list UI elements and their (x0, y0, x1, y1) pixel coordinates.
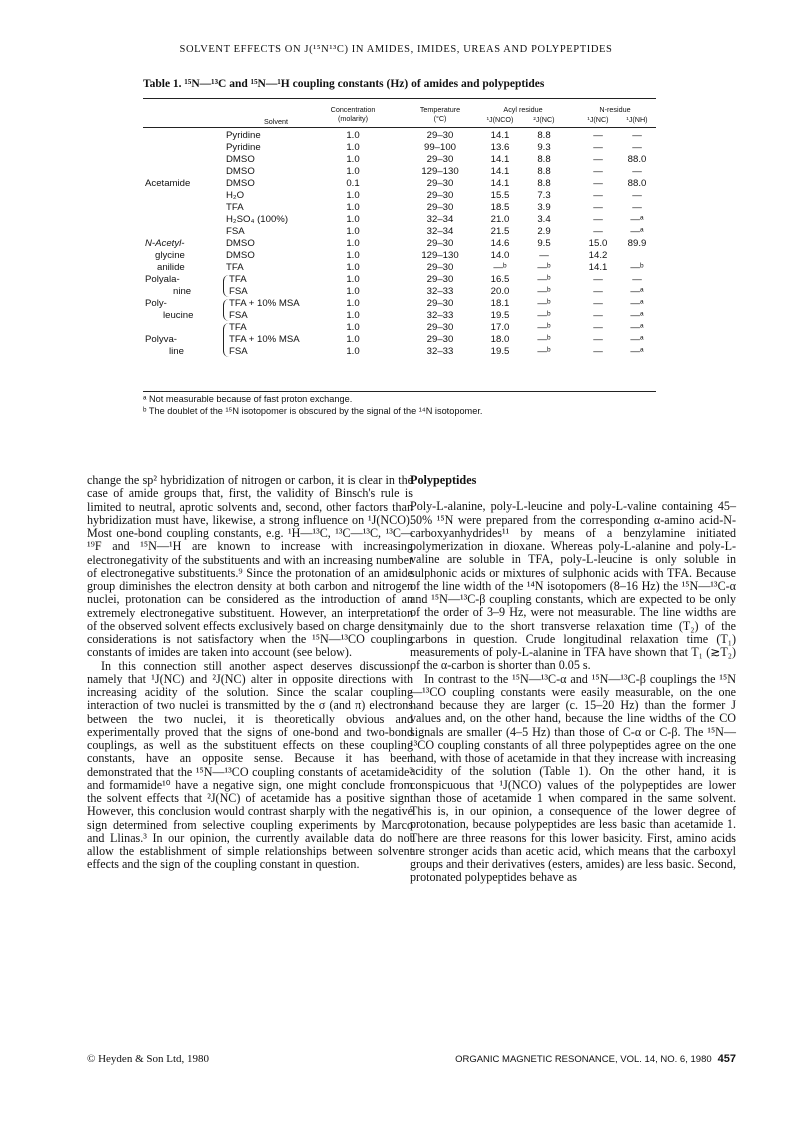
j1-nc-cell: — (593, 274, 603, 285)
j1-nc-cell: — (593, 130, 603, 141)
solvent-cell: DMSO (226, 178, 255, 189)
j2-nc-cell: —ᵇ (537, 322, 551, 333)
j1-nco-cell: 16.5 (490, 274, 510, 285)
j2-nc-cell: —ᵇ (537, 274, 551, 285)
table-row (143, 238, 656, 250)
solvent-cell: TFA (229, 274, 247, 285)
j1-nc-cell: — (593, 226, 603, 237)
compound-cell: glycine (155, 250, 185, 261)
temperature-cell: 29–30 (426, 190, 454, 201)
compound-cell: line (169, 346, 184, 357)
j1-nco-cell: 20.0 (490, 286, 510, 297)
header-solvent: Solvent (264, 117, 288, 126)
journal-footer (455, 1053, 736, 1065)
j1-nco-cell: —ᵇ (493, 262, 507, 273)
table-row (143, 322, 656, 334)
table-row (143, 202, 656, 214)
concentration-cell: 1.0 (346, 142, 360, 153)
j2-nc-cell: —ᵇ (537, 310, 551, 321)
concentration-cell: 1.0 (346, 214, 360, 225)
j1-nh-cell: —ᵃ (630, 286, 644, 297)
temperature-cell: 129–130 (421, 250, 459, 261)
j2-nc-cell: 2.9 (537, 226, 551, 237)
solvent-cell: FSA (229, 286, 248, 297)
brace-polyleucine (223, 299, 230, 321)
brace-polyalanine (223, 275, 230, 297)
concentration-cell: 1.0 (346, 250, 360, 261)
j2-nc-cell: —ᵇ (537, 298, 551, 309)
concentration-cell: 1.0 (346, 202, 360, 213)
j1-nco-cell: 18.1 (490, 298, 510, 309)
j1-nh-cell: — (632, 274, 642, 285)
j2-nc-cell: 8.8 (537, 154, 551, 165)
j1-nh-cell: —ᵃ (630, 214, 644, 225)
footnote-a: ᵃ Not measurable because of fast proton exchange. (143, 394, 353, 404)
j1-nco-cell: 18.5 (490, 202, 510, 213)
solvent-cell: FSA (226, 226, 245, 237)
j2-nc-cell: 9.3 (537, 142, 551, 153)
j1-nc-cell: — (593, 298, 603, 309)
j1-nc-cell: 14.2 (588, 250, 608, 261)
table-row (143, 310, 656, 322)
j1-nco-cell: 14.1 (490, 166, 510, 177)
table-row (143, 250, 656, 262)
j1-nh-cell: — (632, 142, 642, 153)
header-acyl-residue: Acyl residue (503, 105, 543, 114)
temperature-cell: 32–33 (426, 346, 454, 357)
j1-nco-cell: 14.6 (490, 238, 510, 249)
compound-cell: Acetamide (145, 178, 191, 189)
temperature-cell: 29–30 (426, 274, 454, 285)
compound-cell: anilide (157, 262, 185, 273)
j1-nc-cell: — (593, 214, 603, 225)
j1-nco-cell: 14.1 (490, 154, 510, 165)
solvent-cell: TFA (226, 262, 244, 273)
solvent-cell: H₂O (226, 190, 245, 201)
j1-nc-cell: — (593, 334, 603, 345)
concentration-cell: 1.0 (346, 274, 360, 285)
page-number: 457 (717, 1053, 736, 1065)
j1-nco-cell: 17.0 (490, 322, 510, 333)
concentration-cell: 1.0 (346, 166, 360, 177)
right-paragraph-2: In contrast to the ¹⁵N—¹³C-α and ¹⁵N—¹³C-β couplings the ¹⁵N—¹³CO coupling constants were easily measurable, on the one hand because they are larger (c. 15–20 Hz) than the former J values and, on the other hand, because the line widths of the CO signals are smaller (4–5 Hz) than those of C-α or C-β. The ¹⁵N—¹³CO coupling constants of all three polypeptides agree on the one hand, with those of acetamide in that they increase with increasing acidity of the solution (Table 1). On the other hand, it is conspicuous that ¹J(NCO) values of the polypeptides are lower than those of acetamide 1 when compared in the same solvent. This is, in our opinion, a consequence of the lower degree of protonation, because polypeptides are less basic than acetamide 1. There are three reasons for this lower basicity. First, amino acids are stronger acids than acetic acid, which means that the carboxyl groups and their derivatives (esters, amides) are less basic. Second, protonated polypeptides behave as (410, 671, 736, 885)
solvent-cell: FSA (229, 310, 248, 321)
table-row (143, 226, 656, 238)
table-row (143, 178, 656, 190)
header-concentration-unit: (molarity) (338, 114, 368, 123)
left-paragraph-2: In this connection still another aspect deserves discussion, namely that ¹J(NC) and ²J(NC) alter in opposite directions with increasing acidity of the solution. Since the scalar coupling interaction of two nuclei is transmitted by the σ (and π) electrons between the two nuclei, it is theoretically obvious and experimentally proved that the signs of one-bond and two-bond couplings, as well as the substituent effects on these coupling constants, have an opposite sense. Because it has been demonstrated that the ¹⁵N—¹³CO coupling constants of acetamide³ and formamide¹⁰ have a negative sign, one might conclude from the solvent effects that ²J(NC) of acetamide has a positive sign. However, this conclusion would contrast sharply with the negative sign determined from selective coupling experiments by Marco and Llinas.³ In our opinion, the currently available data do not allow the establishment of simple relationships between solvent effects and the sign of the coupling constant in question. (87, 658, 413, 872)
solvent-cell: TFA + 10% MSA (229, 334, 300, 345)
solvent-cell: FSA (229, 346, 248, 357)
j1-nc-cell: — (593, 178, 603, 189)
left-column (87, 474, 413, 872)
j1-nco-cell: 13.6 (490, 142, 510, 153)
header-n-residue: N-residue (599, 105, 631, 114)
table-row (143, 262, 656, 274)
j1-nc-cell: — (593, 310, 603, 321)
table-row (143, 334, 656, 346)
concentration-cell: 1.0 (346, 130, 360, 141)
temperature-cell: 129–130 (421, 166, 459, 177)
concentration-cell: 1.0 (346, 334, 360, 345)
j1-nh-cell: —ᵃ (630, 334, 644, 345)
solvent-cell: TFA (226, 202, 244, 213)
header-j2-nc: ²J(NC) (533, 115, 555, 124)
table-row (143, 154, 656, 166)
j1-nh-cell: 88.0 (627, 154, 647, 165)
j2-nc-cell: 7.3 (537, 190, 551, 201)
temperature-cell: 29–30 (426, 202, 454, 213)
temperature-cell: 29–30 (426, 298, 454, 309)
j1-nh-cell: —ᵃ (630, 298, 644, 309)
concentration-cell: 0.1 (346, 178, 360, 189)
j2-nc-cell: 8.8 (537, 166, 551, 177)
solvent-cell: DMSO (226, 166, 255, 177)
j1-nh-cell: — (632, 166, 642, 177)
j2-nc-cell: —ᵇ (537, 346, 551, 357)
solvent-cell: DMSO (226, 238, 255, 249)
temperature-cell: 29–30 (426, 178, 454, 189)
header-j1-nco: ¹J(NCO) (486, 115, 514, 124)
footnote-b: ᵇ The doublet of the ¹⁵N isotopomer is obscured by the signal of the ¹⁴N isotopomer. (143, 406, 483, 416)
concentration-cell: 1.0 (346, 298, 360, 309)
j2-nc-cell: 8.8 (537, 178, 551, 189)
j1-nco-cell: 14.0 (490, 250, 510, 261)
j2-nc-cell: — (539, 250, 549, 261)
table-row (143, 346, 656, 358)
j2-nc-cell: —ᵇ (537, 334, 551, 345)
journal-citation: ORGANIC MAGNETIC RESONANCE, VOL. 14, NO. 6, 1980 (455, 1054, 712, 1065)
table-header-rule (143, 127, 656, 128)
j1-nc-cell: — (593, 190, 603, 201)
table-row (143, 274, 656, 286)
concentration-cell: 1.0 (346, 226, 360, 237)
solvent-cell: DMSO (226, 154, 255, 165)
compound-cell: Polyala- (145, 274, 180, 285)
solvent-cell: Pyridine (226, 130, 261, 141)
temperature-cell: 32–34 (426, 226, 454, 237)
header-j1-nc: ¹J(NC) (587, 115, 609, 124)
j1-nc-cell: — (593, 322, 603, 333)
j1-nh-cell: —ᵃ (630, 346, 644, 357)
temperature-cell: 29–30 (426, 322, 454, 333)
brace-polyvaline (223, 323, 230, 357)
j1-nc-cell: — (593, 286, 603, 297)
running-head: SOLVENT EFFECTS ON J(¹⁵N¹³C) IN AMIDES, IMIDES, UREAS AND POLYPEPTIDES (179, 44, 613, 55)
j1-nco-cell: 14.1 (490, 178, 510, 189)
j1-nc-cell: — (593, 142, 603, 153)
j1-nco-cell: 15.5 (490, 190, 510, 201)
compound-cell: leucine (163, 310, 194, 321)
temperature-cell: 29–30 (426, 262, 454, 273)
table-top-rule (143, 98, 656, 99)
right-paragraph-1: Poly-L-alanine, poly-L-leucine and poly-L-valine containing 45–50% ¹⁵N were prepared from the corresponding α-amino acid-N-carboxyanhydrides¹¹ by means of a benzylamine initiated polymerization in dioxane. Whereas poly-L-alanine and poly-L-valine are soluble in TFA, poly-L-leucine is only soluble in sulphonic acids or mixtures of sulphonic acids with TFA. Because of the line width of the ¹⁴N isotopomers (8–16 Hz) the ¹⁵N—¹³C-α and ¹⁵N—¹³C-β coupling constants, which are expected to be only of the order of 3–9 Hz, were not measurable. The line widths are mainly due to the short transverse relaxation time (T₂) of the carbons in question. Crude longitudinal relaxation time (T₁) measurements of poly-L-alanine in TFA have shown that T₁ (≳T₂) of the α-carbon is shorter than 0.05 s. (410, 499, 736, 673)
j1-nco-cell: 19.5 (490, 310, 510, 321)
table-row (143, 298, 656, 310)
header-concentration: Concentration (330, 105, 376, 114)
compound-cell: Poly- (145, 298, 167, 309)
temperature-cell: 29–30 (426, 238, 454, 249)
j1-nc-cell: — (593, 154, 603, 165)
solvent-cell: Pyridine (226, 142, 261, 153)
concentration-cell: 1.0 (346, 286, 360, 297)
table-row (143, 286, 656, 298)
temperature-cell: 32–33 (426, 286, 454, 297)
temperature-cell: 32–34 (426, 214, 454, 225)
table-row (143, 190, 656, 202)
j1-nh-cell: —ᵃ (630, 310, 644, 321)
j1-nh-cell: —ᵇ (630, 262, 644, 273)
temperature-cell: 99–100 (423, 142, 456, 153)
j1-nco-cell: 21.0 (490, 214, 510, 225)
solvent-cell: TFA (229, 322, 247, 333)
j1-nc-cell: — (593, 346, 603, 357)
j2-nc-cell: 9.5 (537, 238, 551, 249)
j1-nc-cell: 14.1 (588, 262, 608, 273)
table-row (143, 130, 656, 142)
concentration-cell: 1.0 (346, 238, 360, 249)
table-row (143, 142, 656, 154)
j1-nc-cell: 15.0 (588, 238, 608, 249)
j1-nco-cell: 19.5 (490, 346, 510, 357)
j1-nh-cell: —ᵃ (630, 226, 644, 237)
temperature-cell: 32–33 (426, 310, 454, 321)
j1-nco-cell: 14.1 (490, 130, 510, 141)
concentration-cell: 1.0 (346, 310, 360, 321)
j1-nc-cell: — (593, 166, 603, 177)
j1-nh-cell: — (632, 190, 642, 201)
j1-nco-cell: 21.5 (490, 226, 510, 237)
j2-nc-cell: 8.8 (537, 130, 551, 141)
section-heading: Polypeptides (410, 473, 477, 487)
concentration-cell: 1.0 (346, 346, 360, 357)
table-caption: Table 1. ¹⁵N—¹³C and ¹⁵N—¹H coupling constants (Hz) of amides and polypeptides (143, 78, 545, 90)
solvent-cell: TFA + 10% MSA (229, 298, 300, 309)
table-bottom-rule (143, 391, 656, 392)
compound-cell: nine (173, 286, 192, 297)
temperature-cell: 29–30 (426, 334, 454, 345)
concentration-cell: 1.0 (346, 154, 360, 165)
j2-nc-cell: 3.9 (537, 202, 551, 213)
right-column (410, 474, 736, 885)
concentration-cell: 1.0 (346, 262, 360, 273)
j2-nc-cell: 3.4 (537, 214, 551, 225)
j1-nh-cell: — (632, 130, 642, 141)
header-j1-nh: ¹J(NH) (626, 115, 648, 124)
temperature-cell: 29–30 (426, 130, 454, 141)
j2-nc-cell: —ᵇ (537, 286, 551, 297)
j1-nh-cell: — (632, 202, 642, 213)
j1-nc-cell: — (593, 202, 603, 213)
j2-nc-cell: —ᵇ (537, 262, 551, 273)
left-paragraph-1: change the sp² hybridization of nitrogen or carbon, it is clear in the case of amide groups that, first, the validity of Binsch's rule is limited to neutral, aprotic solvents and, second, other factors than hybridization must have, likewise, a strong influence on ¹J(NCO). Most one-bond coupling constants, e.g. ¹H—¹³C, ¹³C—¹³C, ¹³C—¹⁹F and ¹⁵N—¹H are known to increase with increasing electronegativity of the substituents and with an increasing number of electronegative substituents.⁹ Since the protonation of an amide group diminishes the electron density at both carbon and nitrogen nuclei, protonation can be considered as the introduction of an extremely electronegative substituent. However, an interpretation of the observed solvent effects exclusively based on charge density considerations is not satisfactory when the ¹⁵N—¹³CO coupling constants of imides are taken into account (see below). (87, 473, 413, 660)
compound-cell: Polyva- (145, 334, 177, 345)
header-temperature-unit: (°C) (433, 114, 447, 123)
j1-nh-cell: 88.0 (627, 178, 647, 189)
concentration-cell: 1.0 (346, 190, 360, 201)
header-temperature: Temperature (419, 105, 461, 114)
solvent-cell: H₂SO₄ (100%) (226, 214, 289, 225)
table-row (143, 166, 656, 178)
compound-cell: N-Acetyl- (145, 238, 185, 249)
copyright: © Heyden & Son Ltd, 1980 (87, 1053, 210, 1065)
concentration-cell: 1.0 (346, 322, 360, 333)
j1-nh-cell: —ᵃ (630, 322, 644, 333)
table-row (143, 214, 656, 226)
solvent-cell: DMSO (226, 250, 255, 261)
j1-nco-cell: 18.0 (490, 334, 510, 345)
temperature-cell: 29–30 (426, 154, 454, 165)
j1-nh-cell: 89.9 (627, 238, 647, 249)
